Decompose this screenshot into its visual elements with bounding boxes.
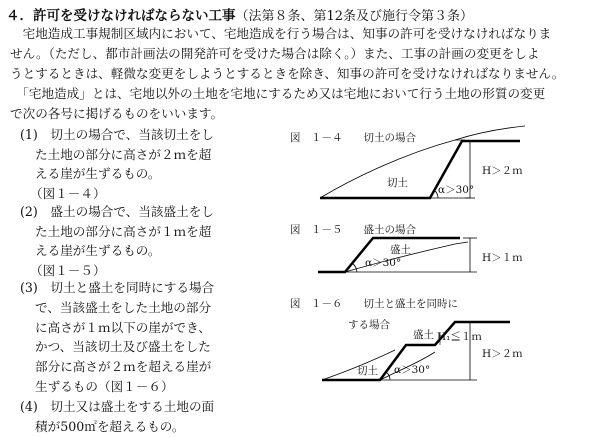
item-line: （図１－４）	[30, 185, 106, 201]
fig15-height-label: H＞１ｍ	[482, 252, 523, 264]
item-line: (4) 切土又は盛土をする土地の面	[20, 399, 215, 414]
item-line: 積が500㎡を超えるもの。	[35, 418, 185, 434]
fig16-height-label: H＞２ｍ	[482, 348, 523, 360]
paragraph-line: うとするときは、軽微な変更をしようとするときを除き、知事の許可を受けなければなりません。	[10, 66, 565, 81]
fig14-angle-label: α＞30°	[438, 184, 475, 196]
fig14-height-label: H＞２ｍ	[482, 165, 523, 177]
figure-1-6-caption: 図 １－６ 切土と盛土を同時に	[290, 298, 458, 310]
item-line: た土地の部分に高さが２ｍを超	[35, 146, 212, 162]
fig16-fill-label: 盛土	[413, 329, 434, 341]
section-title: 許可を受けなければならない工事	[33, 8, 236, 24]
figure-1-6-caption-line2: する場合	[348, 319, 390, 331]
figure-1-5-caption: 図 １－５ 盛土の場合	[290, 224, 416, 236]
item-line: 部分に高さが２ｍを超える崖が	[35, 359, 212, 375]
fig16-angle-label: α＞30°	[394, 364, 431, 376]
section-number: ４．	[6, 8, 33, 24]
item-line: える崖が生ずるもの。	[35, 243, 161, 258]
figure-1-4-caption: 図 １－４ 切土の場合	[290, 132, 416, 144]
item-line: （図１－５）	[30, 262, 106, 278]
paragraph-line: せん。（ただし、都市計画法の開発許可を受けた場合は除く。）また、工事の計画の変更をしよ	[10, 46, 540, 61]
paragraph-line: で次の各号に掲げるものをいいます。	[10, 106, 224, 121]
fig16-cut-label: 切土	[357, 365, 378, 377]
item-line: かつ、当該切土及び盛土をした	[35, 339, 211, 355]
item-line: た土地の部分に高さが１ｍを超	[35, 223, 212, 239]
item-line: (3) 切土と盛土を同時にする場合	[20, 280, 215, 295]
fig15-fill-label: 盛土	[390, 244, 411, 256]
item-line: える崖が生ずるもの。	[35, 166, 161, 181]
paragraph-line: 「宅地造成」とは、宅地以外の土地を宅地にするため又は宅地において行う土地の形質の変更	[10, 86, 546, 101]
item-line: (1) 切土の場合で、当該切土をし	[20, 127, 214, 142]
fig15-angle-label: α＞30°	[365, 257, 402, 269]
figure-1-4-diagram	[320, 126, 525, 198]
paragraph-line: 宅地造成工事規制区域内において、宅地造成を行う場合は、知事の許可を受けなければなりま	[10, 26, 552, 41]
fig14-cut-label: 切土	[387, 177, 408, 189]
item-line: 生ずるもの（図１－６）	[35, 378, 174, 394]
section-reference: （法第８条、第12条及び施行令第３条）	[235, 9, 474, 24]
item-line: で、当該盛土をした土地の部分	[35, 299, 212, 315]
item-line: (2) 盛土の場合で、当該盛土をし	[20, 204, 214, 219]
fig16-h1-label: H₁≦１ｍ	[437, 331, 482, 343]
item-line: に高さが１ｍ以下の崖ができ、	[35, 319, 211, 335]
